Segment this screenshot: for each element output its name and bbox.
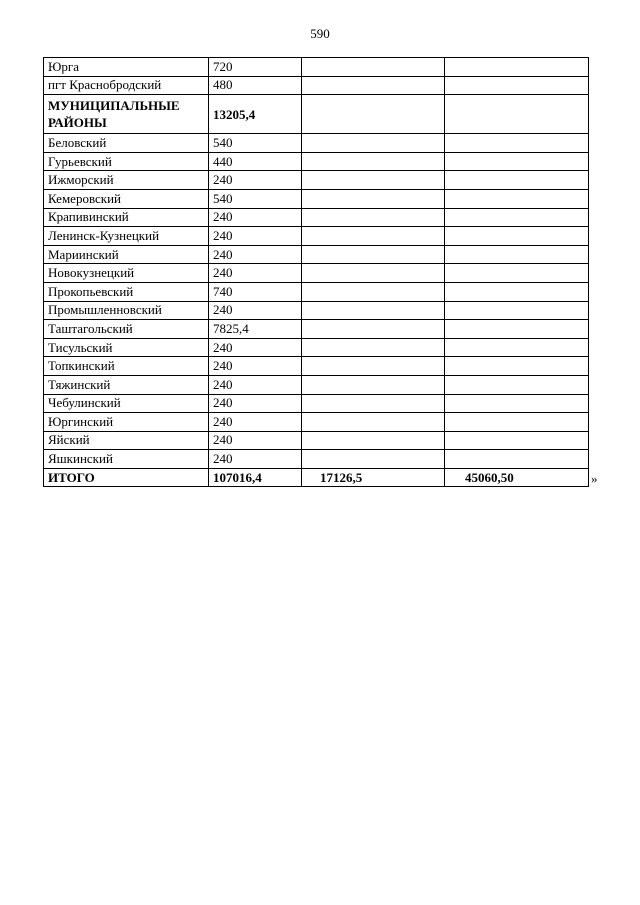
row-col4 xyxy=(445,134,589,153)
row-name: Яйский xyxy=(44,431,209,450)
page-number: 590 xyxy=(310,26,330,41)
row-value: 540 xyxy=(209,189,302,208)
row-col4 xyxy=(445,320,589,339)
row-col3 xyxy=(302,450,445,469)
row-col4 xyxy=(445,301,589,320)
total-row xyxy=(44,468,589,487)
table-row xyxy=(44,208,589,227)
row-col3 xyxy=(302,301,445,320)
table-row xyxy=(44,320,589,339)
section-col4 xyxy=(445,95,589,134)
row-value: 240 xyxy=(209,338,302,357)
table-row xyxy=(44,152,589,171)
table-row xyxy=(44,245,589,264)
row-value: 240 xyxy=(209,208,302,227)
row-col4 xyxy=(445,208,589,227)
table-row xyxy=(44,413,589,432)
row-name: Крапивинский xyxy=(44,208,209,227)
table-row xyxy=(44,450,589,469)
row-value: 440 xyxy=(209,152,302,171)
table-row xyxy=(44,189,589,208)
row-col4 xyxy=(445,450,589,469)
row-name: Тяжинский xyxy=(44,375,209,394)
table-body xyxy=(44,58,589,487)
row-value: 240 xyxy=(209,227,302,246)
row-value: 540 xyxy=(209,134,302,153)
table-row xyxy=(44,431,589,450)
row-col3 xyxy=(302,375,445,394)
row-col3 xyxy=(302,134,445,153)
row-col4 xyxy=(445,58,589,77)
row-value: 240 xyxy=(209,431,302,450)
row-value: 240 xyxy=(209,450,302,469)
section-row-municipal-districts xyxy=(44,95,589,134)
row-col4 xyxy=(445,245,589,264)
row-name: Гурьевский xyxy=(44,152,209,171)
row-name: Прокопьевский xyxy=(44,282,209,301)
row-name: Кемеровский xyxy=(44,189,209,208)
row-col4 xyxy=(445,264,589,283)
row-value: 240 xyxy=(209,171,302,190)
section-value: 13205,4 xyxy=(209,95,302,134)
row-col4 xyxy=(445,394,589,413)
total-col4: 45060,50 xyxy=(445,468,589,487)
row-name: Юргинский xyxy=(44,413,209,432)
row-col4 xyxy=(445,357,589,376)
row-name: Беловский xyxy=(44,134,209,153)
row-col3 xyxy=(302,338,445,357)
row-name: Ижморский xyxy=(44,171,209,190)
row-value: 240 xyxy=(209,301,302,320)
row-value: 7825,4 xyxy=(209,320,302,339)
total-col3: 17126,5 xyxy=(302,468,445,487)
total-value: 107016,4 xyxy=(209,468,302,487)
total-label: ИТОГО xyxy=(44,468,209,487)
table-row xyxy=(44,394,589,413)
row-name: Юрга xyxy=(44,58,209,77)
section-col3 xyxy=(302,95,445,134)
row-col3 xyxy=(302,394,445,413)
row-col4 xyxy=(445,152,589,171)
row-name: Яшкинский xyxy=(44,450,209,469)
row-col4 xyxy=(445,227,589,246)
row-col4 xyxy=(445,375,589,394)
table-row xyxy=(44,357,589,376)
row-col4 xyxy=(445,171,589,190)
row-col3 xyxy=(302,76,445,95)
row-col4 xyxy=(445,189,589,208)
row-value: 240 xyxy=(209,394,302,413)
row-value: 240 xyxy=(209,413,302,432)
row-col3 xyxy=(302,189,445,208)
row-name: пгт Краснобродский xyxy=(44,76,209,95)
table-row xyxy=(44,134,589,153)
table-row xyxy=(44,171,589,190)
row-col3 xyxy=(302,227,445,246)
row-col3 xyxy=(302,208,445,227)
row-value: 480 xyxy=(209,76,302,95)
row-name: Чебулинский xyxy=(44,394,209,413)
row-name: Новокузнецкий xyxy=(44,264,209,283)
row-col3 xyxy=(302,264,445,283)
row-name: Мариинский xyxy=(44,245,209,264)
row-col4 xyxy=(445,338,589,357)
row-name: Топкинский xyxy=(44,357,209,376)
row-value: 240 xyxy=(209,245,302,264)
closing-quote: » xyxy=(591,471,598,486)
table-row xyxy=(44,227,589,246)
row-col4 xyxy=(445,431,589,450)
table-row xyxy=(44,301,589,320)
row-col3 xyxy=(302,282,445,301)
row-col3 xyxy=(302,245,445,264)
row-col3 xyxy=(302,58,445,77)
row-col3 xyxy=(302,357,445,376)
section-name: МУНИЦИПАЛЬНЫЕ РАЙОНЫ xyxy=(44,95,209,134)
row-value: 240 xyxy=(209,375,302,394)
table-row xyxy=(44,264,589,283)
row-value: 720 xyxy=(209,58,302,77)
row-value: 240 xyxy=(209,264,302,283)
table-row xyxy=(44,338,589,357)
table-row xyxy=(44,375,589,394)
row-col3 xyxy=(302,320,445,339)
row-name: Тисульский xyxy=(44,338,209,357)
table-row xyxy=(44,76,589,95)
row-col3 xyxy=(302,171,445,190)
table-row xyxy=(44,282,589,301)
table-row xyxy=(44,58,589,77)
allocation-table xyxy=(43,57,589,487)
row-col3 xyxy=(302,413,445,432)
row-col4 xyxy=(445,413,589,432)
row-value: 240 xyxy=(209,357,302,376)
row-value: 740 xyxy=(209,282,302,301)
row-name: Таштагольский xyxy=(44,320,209,339)
row-col3 xyxy=(302,431,445,450)
row-name: Промышленновский xyxy=(44,301,209,320)
row-name: Ленинск-Кузнецкий xyxy=(44,227,209,246)
row-col4 xyxy=(445,282,589,301)
row-col4 xyxy=(445,76,589,95)
row-col3 xyxy=(302,152,445,171)
